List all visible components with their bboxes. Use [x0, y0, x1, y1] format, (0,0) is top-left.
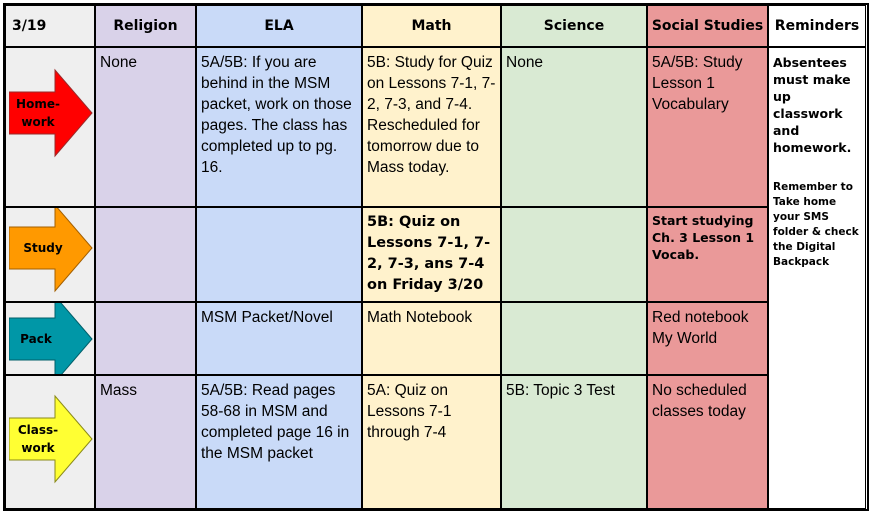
study-arrow-icon [9, 207, 93, 293]
homework-arrow-icon [9, 68, 93, 158]
ela-header: ELA [196, 5, 362, 47]
classwork-row-label [5, 375, 95, 509]
classwork-label-line1: Class- [17, 423, 59, 437]
pack-ela: MSM Packet/Novel [196, 302, 362, 375]
pack-social-studies-line1: Red notebook [652, 309, 749, 326]
classwork-label-line2: work [21, 441, 55, 455]
pack-social-studies [647, 302, 768, 375]
math-header: Math [362, 5, 501, 47]
classwork-social-studies: No scheduled classes today [647, 375, 768, 509]
pack-social-studies-line2: My World [652, 330, 718, 347]
science-header: Science [501, 5, 647, 47]
study-social-studies: Start studying Ch. 3 Lesson 1 Vocab. [647, 207, 768, 302]
social-studies-header: Social Studies [647, 5, 768, 47]
classwork-religion: Mass [95, 375, 196, 509]
study-religion [95, 207, 196, 302]
reminders-main: Absentees must make up classwork and homework. [773, 55, 852, 155]
reminders-secondary: Remember to Take home your SMS folder & check the Digital Backpack [773, 181, 859, 268]
religion-header: Religion [95, 5, 196, 47]
date-header: 3/19 [5, 5, 95, 47]
classwork-science: 5B: Topic 3 Test [501, 375, 647, 509]
classwork-arrow-icon [9, 394, 93, 484]
homework-science: None [501, 47, 647, 207]
homework-label-line1: Home- [16, 97, 60, 111]
homework-board-table [3, 3, 869, 511]
pack-religion [95, 302, 196, 375]
homework-row-label [5, 47, 95, 207]
reminders-cell [768, 47, 866, 509]
study-math: 5B: Quiz on Lessons 7-1, 7-2, 7-3, ans 7-4 on Friday 3/20 [362, 207, 501, 302]
reminders-header: Reminders [768, 5, 866, 47]
classwork-math: 5A: Quiz on Lessons 7-1 through 7-4 [362, 375, 501, 509]
study-label: Study [23, 241, 63, 255]
homework-math: 5B: Study for Quiz on Lessons 7-1, 7-2, 7-3, and 7-4. Rescheduled for tomorrow due to Mass today. [362, 47, 501, 207]
study-ela [196, 207, 362, 302]
study-row-label [5, 207, 95, 302]
homework-label-line2: work [21, 115, 55, 129]
pack-math: Math Notebook [362, 302, 501, 375]
classwork-ela: 5A/5B: Read pages 58-68 in MSM and completed page 16 in the MSM packet [196, 375, 362, 509]
pack-arrow-icon [9, 302, 93, 375]
pack-label: Pack [20, 332, 52, 346]
homework-religion: None [95, 47, 196, 207]
pack-science [501, 302, 647, 375]
homework-social-studies: 5A/5B: Study Lesson 1 Vocabulary [647, 47, 768, 207]
pack-row-label [5, 302, 95, 375]
homework-ela: 5A/5B: If you are behind in the MSM packet, work on those pages. The class has completed up to pg. 16. [196, 47, 362, 207]
study-science [501, 207, 647, 302]
